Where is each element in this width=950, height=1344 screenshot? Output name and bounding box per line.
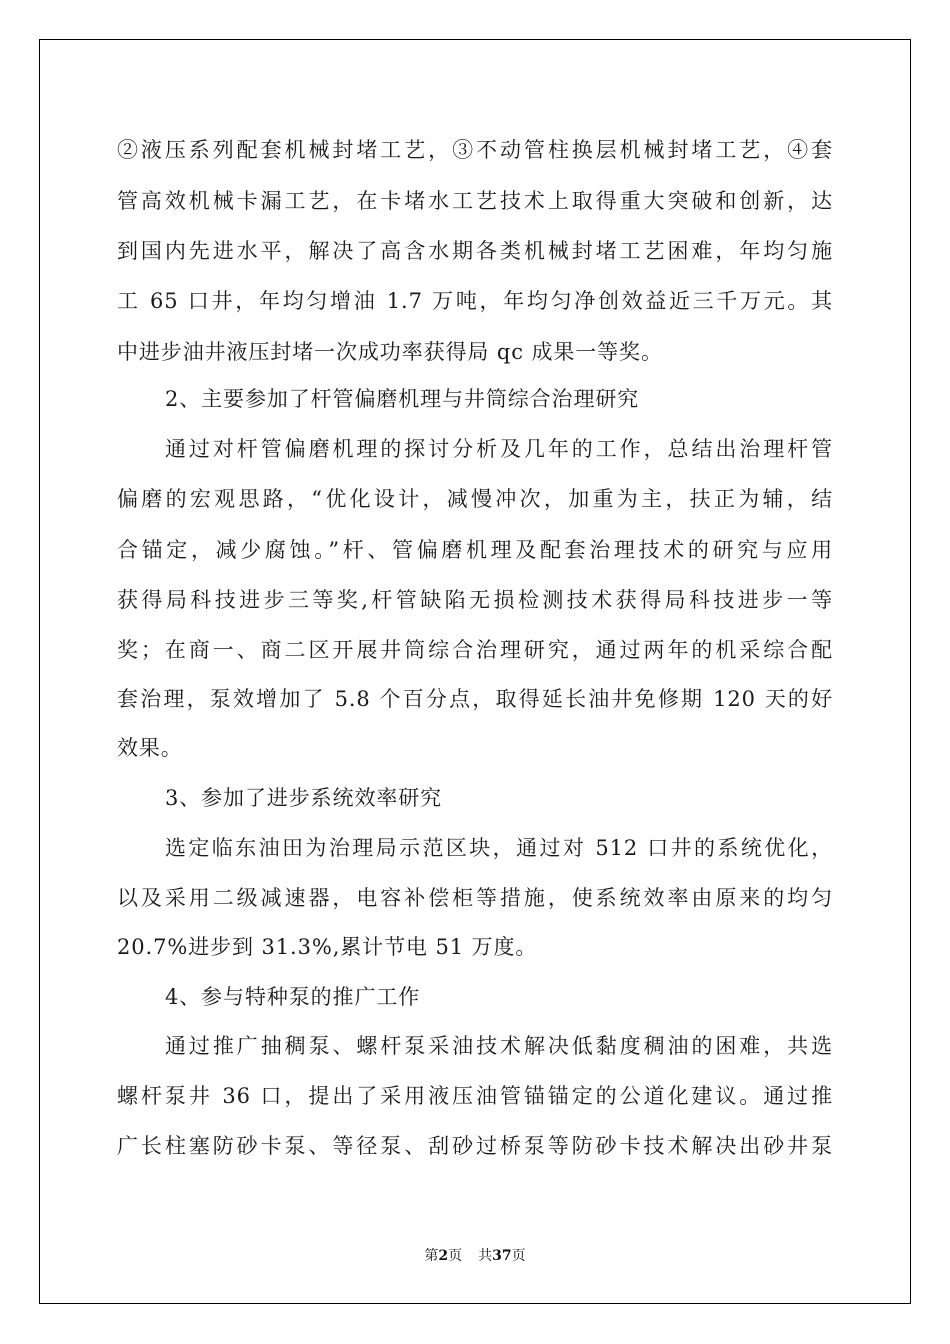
page-border (39, 39, 911, 1304)
total-prefix: 共 (478, 1248, 493, 1264)
body-line-5: 中进步油井液压封堵一次成功率获得局 qc 成果一等奖。 (117, 340, 663, 364)
body-line-21: 广长柱塞防砂卡泵、等径泵、刮砂过桥泵等防砂卡技术解决出砂井泵 (117, 1134, 833, 1158)
body-line-7: 通过对杆管偏磨机理的探讨分析及几年的工作，总结出治理杆管 (165, 437, 833, 461)
body-line-4: 工 65 口井，年均匀增油 1.7 万吨，年均匀净创效益近三千万元。其 (117, 289, 833, 313)
body-line-9: 合锚定，减少腐蚀。”杆、管偏磨机理及配套治理技术的研究与应用 (117, 538, 833, 562)
body-line-2: 管高效机械卡漏工艺，在卡堵水工艺技术上取得重大突破和创新，达 (117, 189, 833, 213)
page-prefix: 第 (424, 1248, 439, 1264)
body-line-16: 以及采用二级减速器，电容补偿柜等措施，使系统效率由原来的均匀 (117, 886, 833, 910)
body-line-10: 获得局科技进步三等奖,杆管缺陷无损检测技术获得局科技进步一等 (117, 588, 833, 612)
body-line-19: 通过推广抽稠泵、螺杆泵采油技术解决低黏度稠油的困难，共选 (165, 1034, 833, 1058)
body-line-11: 奖；在商一、商二区开展井筒综合治理研究，通过两年的机采综合配 (117, 638, 833, 662)
page-footer (0, 1246, 950, 1266)
page-number: 2 (438, 1248, 449, 1264)
section-heading-2: 2、主要参加了杆管偏磨机理与井筒综合治理研究 (165, 387, 640, 411)
body-line-20: 螺杆泵井 36 口，提出了采用液压油管锚锚定的公道化建议。通过推 (117, 1084, 833, 1108)
section-heading-4: 4、参与特种泵的推广工作 (165, 985, 421, 1009)
body-line-15: 选定临东油田为治理局示范区块，通过对 512 口井的系统优化， (165, 836, 833, 860)
page-suffix: 页 (448, 1248, 463, 1264)
body-line-8: 偏磨的宏观思路，“优化设计，减慢冲次，加重为主，扶正为辅，结 (117, 487, 833, 511)
body-line-12: 套治理，泵效增加了 5.8 个百分点，取得延长油井免修期 120 天的好 (117, 687, 833, 711)
body-line-3: 到国内先进水平，解决了高含水期各类机械封堵工艺困难，年均匀施 (117, 239, 833, 263)
section-heading-3: 3、参加了进步系统效率研究 (165, 786, 443, 810)
total-pages: 37 (492, 1248, 512, 1264)
body-line-13: 效果。 (117, 736, 183, 760)
body-line-17: 20.7%进步到 31.3%,累计节电 51 万度。 (117, 935, 538, 959)
body-line-1: ②液压系列配套机械封堵工艺，③不动管柱换层机械封堵工艺，④套 (117, 138, 833, 162)
total-suffix: 页 (511, 1248, 526, 1264)
